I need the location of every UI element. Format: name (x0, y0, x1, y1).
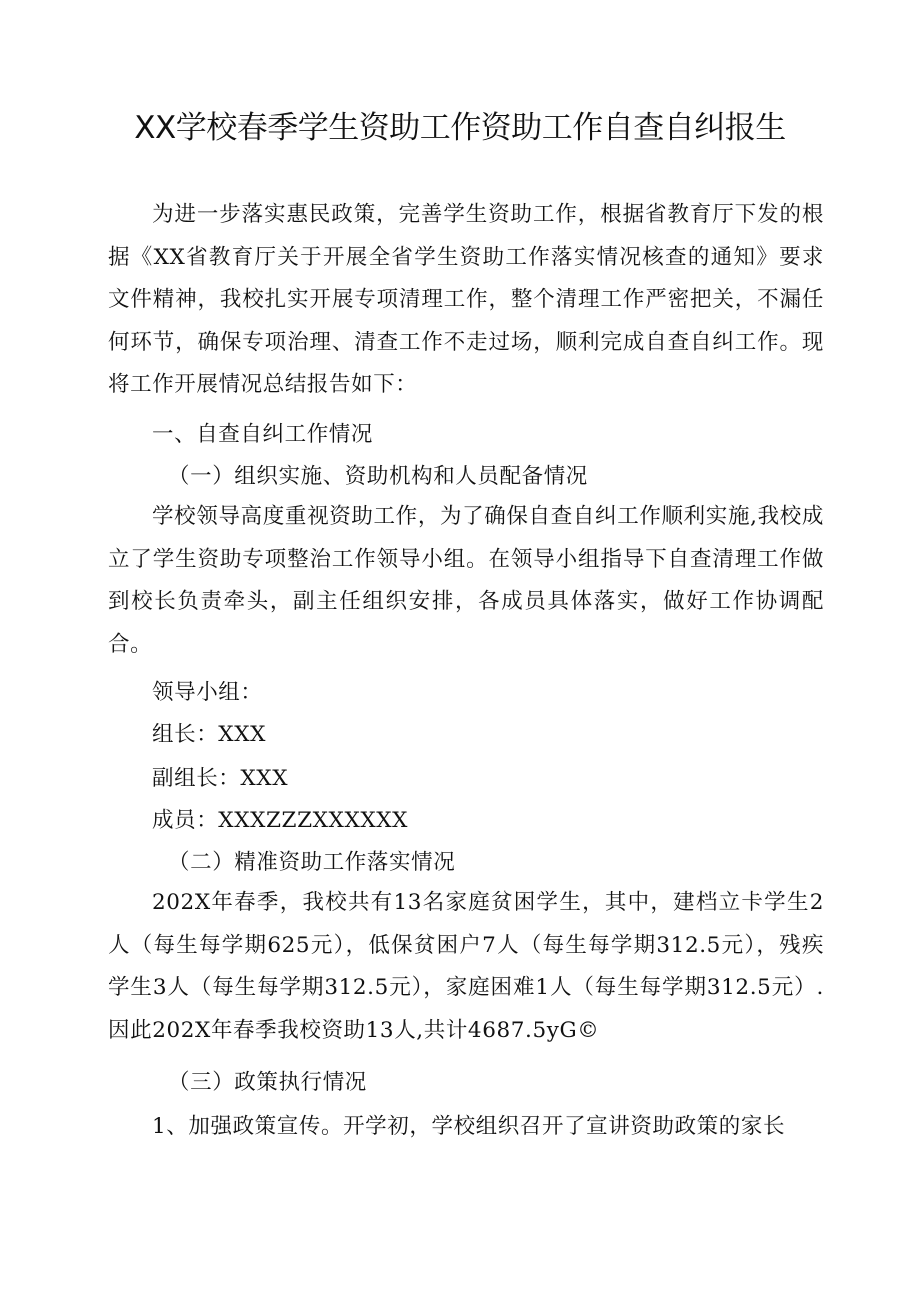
members-line: 成员：XXXZZZXXXXXX (152, 808, 409, 833)
sub3-paragraph-start: 1、加强政策宣传。开学初，学校组织召开了宣讲资助政策的家长 (152, 1114, 786, 1139)
intro-paragraph: 为进一步落实惠民政策，完善学生资助工作，根据省教育厅下发的根据《XX省教育厅关于开展全省学生资助工作落实情况核查的通知》要求文件精神，我校扎实开展专项清理工作，整个清理工作严密把关，不漏任何环节，确保专项治理、清查工作不走过场，顺利完成自查自纠工作。现将工作开展情况总结报告如下： (108, 202, 824, 398)
leader-line: 组长：XXX (152, 722, 267, 747)
sub3-heading: （三）政策执行情况 (168, 1070, 367, 1095)
document-title: XX学校春季学生资助工作资助工作自查自纠报生 (134, 110, 786, 146)
leader-group-label: 领导小组： (152, 680, 263, 705)
sub2-paragraph: 202X年春季，我校共有13名家庭贫困学生，其中，建档立卡学生2人（每生每学期625元），低保贫困户7人（每生每学期312.5元），残疾学生3人（每生每学期312.5元），家庭困难1人（每生每学期312.5元）.因此202X年春季我校资助13人,共计4687.5yG© (108, 890, 824, 1043)
sub2-heading: （二）精准资助工作落实情况 (168, 850, 456, 875)
sub1-heading: （一）组织实施、资助机构和人员配备情况 (168, 464, 588, 489)
sub1-paragraph: 学校领导高度重视资助工作，为了确保自查自纠工作顺利实施,我校成立了学生资助专项整治工作领导小组。在领导小组指导下自查清理工作做到校长负责牵头，副主任组织安排，各成员具体落实，做好工作协调配合。 (108, 504, 824, 657)
deputy-leader-line: 副组长：XXX (152, 766, 289, 791)
section1-heading: 一、自查自纠工作情况 (152, 422, 374, 447)
